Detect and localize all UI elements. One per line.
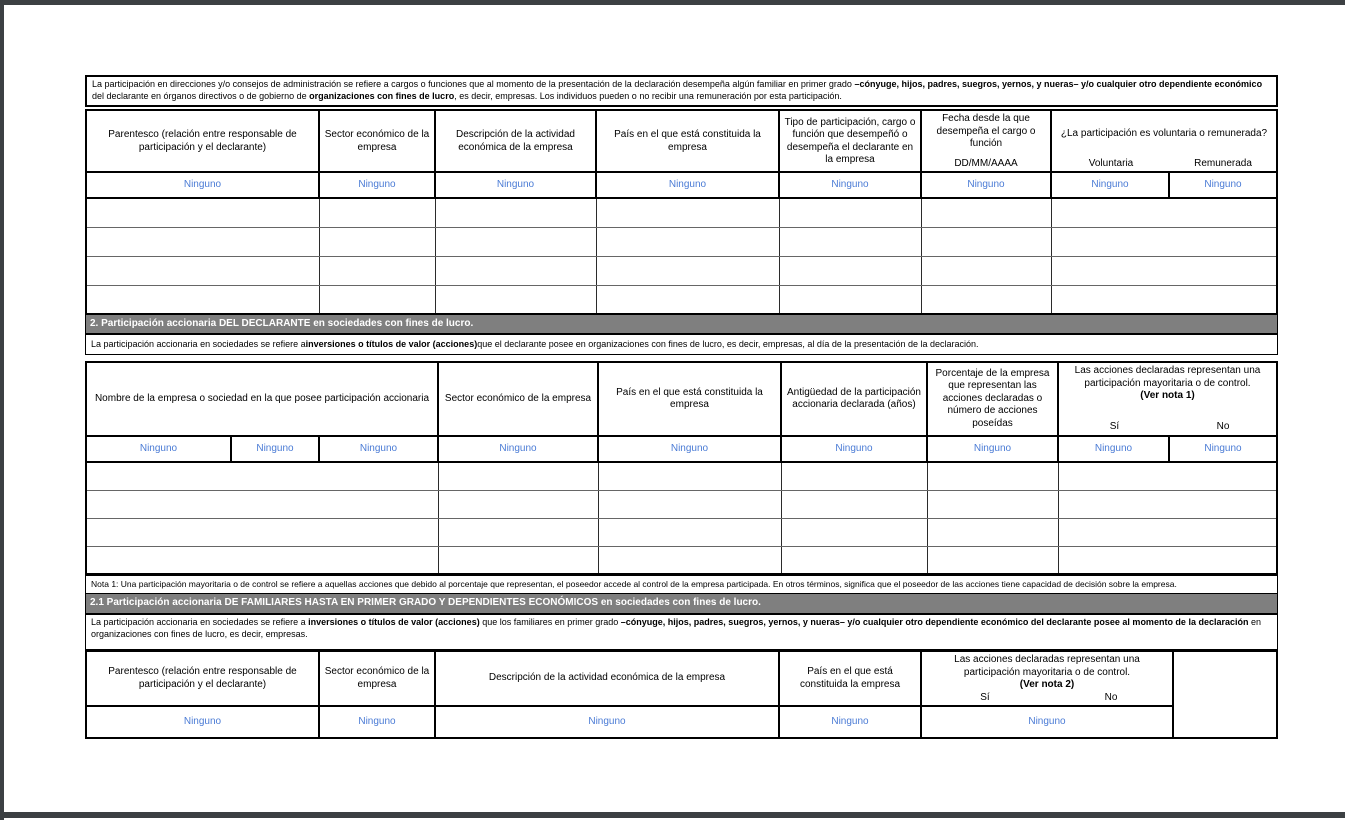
empty-cell[interactable]: [87, 228, 320, 256]
value-cell-sector[interactable]: Ninguno: [320, 707, 436, 737]
empty-cell[interactable]: [1059, 491, 1276, 518]
table-participacion-direcciones: [85, 109, 1278, 315]
sub-header-no: No: [1104, 691, 1118, 703]
table1-empty-row: [87, 286, 1276, 313]
empty-cell[interactable]: [87, 286, 320, 313]
empty-cell[interactable]: [928, 547, 1059, 573]
empty-cell[interactable]: [928, 463, 1059, 490]
value-cell-sector[interactable]: Ninguno: [439, 437, 599, 461]
empty-cell[interactable]: [782, 463, 928, 490]
empty-cell[interactable]: [780, 257, 922, 285]
empty-cell[interactable]: [320, 199, 436, 227]
table1-header-row: [87, 111, 1276, 173]
empty-cell[interactable]: [928, 519, 1059, 546]
col-header-porcentaje: Porcentaje de la empresa que representan las acciones declaradas o número de acciones poseídas: [928, 363, 1059, 435]
col-header-pais: País en el que está constituida la empresa: [599, 363, 782, 435]
section-2-header-bar: 2. Participación accionaria DEL DECLARANTE en sociedades con fines de lucro.: [85, 315, 1278, 334]
fecha-label: Fecha desde la que desempeña el cargo o función: [936, 113, 1036, 149]
empty-cell[interactable]: [436, 228, 597, 256]
acciones-question: Las acciones declaradas representan una participación mayoritaria o de control.: [954, 654, 1140, 678]
voluntaria-remunerada-question: ¿La participación es voluntaria o remunerada?: [1060, 128, 1268, 139]
empty-cell[interactable]: [922, 199, 1052, 227]
window-frame-top: [0, 0, 1345, 5]
value-cell-si[interactable]: Ninguno: [1059, 437, 1170, 461]
table-participacion-accionaria-familiares: [85, 650, 1278, 739]
intro-participacion-accionaria-declarante: La participación accionaria en sociedades se refiere a inversiones o títulos de valor (acciones) que el declarante posee en organizaciones con fines de lucro, es decir, empresas, al día de la presentación de la declaración.: [85, 334, 1278, 355]
value-cell-fecha[interactable]: Ninguno: [922, 173, 1052, 197]
intro-participacion-direcciones: La participación en direcciones y/o consejos de administración se refiere a cargos o funciones que al momento de la presentación de la declaración desempeña algún familiar en primer grado –cónyuge, hijos, padres, suegros, yernos, y nueras– y/o cualquier otro dependiente económico del declarante en órganos directivos o de gobierno de organizaciones con fines de lucro, es decir, empresas. Los individuos pueden o no recibir una remuneración por esta participación.: [85, 75, 1278, 107]
col-header-acciones-mayoritaria: [922, 652, 1174, 707]
right-spacer-cell[interactable]: [1174, 652, 1280, 737]
value-cell-voluntaria[interactable]: Ninguno: [1052, 173, 1170, 197]
col-header-parentesco: Parentesco (relación entre responsable de participación y el declarante): [87, 652, 320, 707]
empty-cell[interactable]: [436, 257, 597, 285]
table-participacion-accionaria-declarante: [85, 361, 1278, 575]
empty-cell[interactable]: [597, 257, 780, 285]
sub-header-voluntaria: Voluntaria: [1088, 157, 1134, 169]
empty-cell[interactable]: [439, 547, 599, 573]
sub-header-si: Sí: [980, 691, 990, 703]
value-cell-descripcion[interactable]: Ninguno: [436, 173, 597, 197]
empty-cell[interactable]: [782, 491, 928, 518]
col-header-voluntaria-remunerada: [1052, 111, 1276, 172]
sub-header-no: No: [1216, 420, 1230, 432]
empty-cell[interactable]: [599, 463, 782, 490]
table2-empty-row: [87, 547, 1276, 573]
value-cell-nombre-2[interactable]: Ninguno: [232, 437, 320, 461]
empty-cell[interactable]: [1059, 463, 1276, 490]
ver-nota-2-label: (Ver nota 2): [1019, 679, 1075, 690]
value-cell-no[interactable]: Ninguno: [1204, 442, 1242, 454]
empty-cell[interactable]: [782, 519, 928, 546]
value-cell-nombre-1[interactable]: Ninguno: [87, 437, 232, 461]
col-header-pais: País en el que está constituida la empresa: [780, 652, 922, 707]
acciones-question: Las acciones declaradas representan una participación mayoritaria o de control.: [1074, 365, 1261, 389]
empty-cell[interactable]: [1052, 228, 1276, 256]
value-cell-acciones[interactable]: Ninguno: [922, 707, 1174, 737]
empty-cell[interactable]: [1052, 286, 1276, 313]
table2-header-row: [87, 363, 1276, 437]
window-frame-bottom: [0, 812, 1345, 818]
value-cell-parentesco[interactable]: Ninguno: [87, 173, 320, 197]
empty-cell[interactable]: [599, 519, 782, 546]
table1-empty-row: [87, 199, 1276, 228]
table2-values-row: [87, 437, 1276, 463]
empty-cell[interactable]: [928, 491, 1059, 518]
empty-cell[interactable]: [922, 257, 1052, 285]
table1-values-row: [87, 173, 1276, 199]
empty-cell[interactable]: [780, 199, 922, 227]
empty-cell[interactable]: [87, 199, 320, 227]
empty-cell[interactable]: [922, 228, 1052, 256]
empty-cell[interactable]: [320, 286, 436, 313]
col-header-nombre-empresa: Nombre de la empresa o sociedad en la que posee participación accionaria: [87, 363, 439, 435]
empty-cell[interactable]: [597, 199, 780, 227]
table1-empty-row: [87, 228, 1276, 257]
empty-cell[interactable]: [436, 286, 597, 313]
col-header-acciones-mayoritaria: [1059, 363, 1276, 435]
empty-cell[interactable]: [439, 519, 599, 546]
value-cell-pais[interactable]: Ninguno: [597, 173, 780, 197]
col-header-antiguedad: Antigüedad de la participación accionaria declarada (años): [782, 363, 928, 435]
ver-nota-1-label: (Ver nota 1): [1140, 390, 1195, 401]
empty-cell[interactable]: [87, 463, 439, 490]
empty-cell[interactable]: [439, 463, 599, 490]
value-cell-parentesco[interactable]: Ninguno: [87, 707, 320, 737]
col-header-sector: Sector económico de la empresa: [320, 652, 436, 707]
nota-1: Nota 1: Una participación mayoritaria o de control se refiere a aquellas acciones que debido al porcentaje que representan, el poseedor accede al control de la empresa participada. En otros términos, significa que el poseedor de las acciones tiene capacidad de decisión sobre la empresa.: [85, 575, 1278, 594]
sub-header-remunerada: Remunerada: [1194, 157, 1252, 169]
table2-empty-row: [87, 519, 1276, 547]
empty-cell[interactable]: [1052, 257, 1276, 285]
window-frame-left: [0, 0, 4, 820]
sub-header-si: Sí: [1109, 420, 1120, 432]
form-content: [85, 75, 1278, 739]
col-header-parentesco: Parentesco (relación entre responsable de participación y el declarante): [87, 111, 320, 172]
table2-empty-row: [87, 463, 1276, 491]
value-cell-porcentaje[interactable]: Ninguno: [928, 437, 1059, 461]
table2-empty-row: [87, 491, 1276, 519]
section-2-1-header-bar: 2.1 Participación accionaria DE FAMILIARES HASTA EN PRIMER GRADO Y DEPENDIENTES ECONÓMICOS en sociedades con fines de lucro.: [85, 594, 1278, 614]
value-cell-tipo[interactable]: Ninguno: [780, 173, 922, 197]
col-header-sector: Sector económico de la empresa: [320, 111, 436, 172]
col-header-fecha: [922, 111, 1052, 172]
empty-cell[interactable]: [597, 228, 780, 256]
empty-cell[interactable]: [780, 228, 922, 256]
empty-cell[interactable]: [87, 491, 439, 518]
value-cell-pais[interactable]: Ninguno: [599, 437, 782, 461]
empty-cell[interactable]: [597, 286, 780, 313]
empty-cell[interactable]: [1059, 519, 1276, 546]
col-header-pais: País en el que está constituida la empresa: [597, 111, 780, 172]
value-cell-descripcion[interactable]: Ninguno: [436, 707, 780, 737]
col-header-sector: Sector económico de la empresa: [439, 363, 599, 435]
empty-cell[interactable]: [922, 286, 1052, 313]
intro-participacion-accionaria-familiares: La participación accionaria en sociedades se refiere a inversiones o títulos de valor (acciones) que los familiares en primer grado –cónyuge, hijos, padres, suegros, yernos, y nueras– y/o cualquier otro dependiente económico del declarante posee al momento de la declaración en organizaciones con fines de lucro, es decir, empresas.: [85, 614, 1278, 650]
empty-cell[interactable]: [87, 519, 439, 546]
value-cell-nombre-3[interactable]: Ninguno: [320, 437, 439, 461]
empty-cell[interactable]: [87, 547, 439, 573]
empty-cell[interactable]: [599, 547, 782, 573]
fecha-formato-label: DD/MM/AAAA: [954, 157, 1018, 169]
empty-cell[interactable]: [87, 257, 320, 285]
empty-cell[interactable]: [782, 547, 928, 573]
empty-cell[interactable]: [780, 286, 922, 313]
col-header-descripcion: Descripción de la actividad económica de la empresa: [436, 111, 597, 172]
empty-cell[interactable]: [320, 228, 436, 256]
empty-cell[interactable]: [1059, 547, 1276, 573]
col-header-descripcion: Descripción de la actividad económica de la empresa: [436, 652, 780, 707]
value-cell-remunerada[interactable]: Ninguno: [1204, 178, 1242, 190]
col-header-tipo-participacion: Tipo de participación, cargo o función que desempeñó o desempeña el declarante en la empresa: [780, 111, 922, 172]
empty-cell[interactable]: [599, 491, 782, 518]
value-cell-sector[interactable]: Ninguno: [320, 173, 436, 197]
table1-empty-row: [87, 257, 1276, 286]
value-cell-antiguedad[interactable]: Ninguno: [782, 437, 928, 461]
value-cell-pais[interactable]: Ninguno: [780, 707, 922, 737]
empty-cell[interactable]: [320, 257, 436, 285]
empty-cell[interactable]: [1052, 199, 1276, 227]
empty-cell[interactable]: [436, 199, 597, 227]
empty-cell[interactable]: [439, 491, 599, 518]
